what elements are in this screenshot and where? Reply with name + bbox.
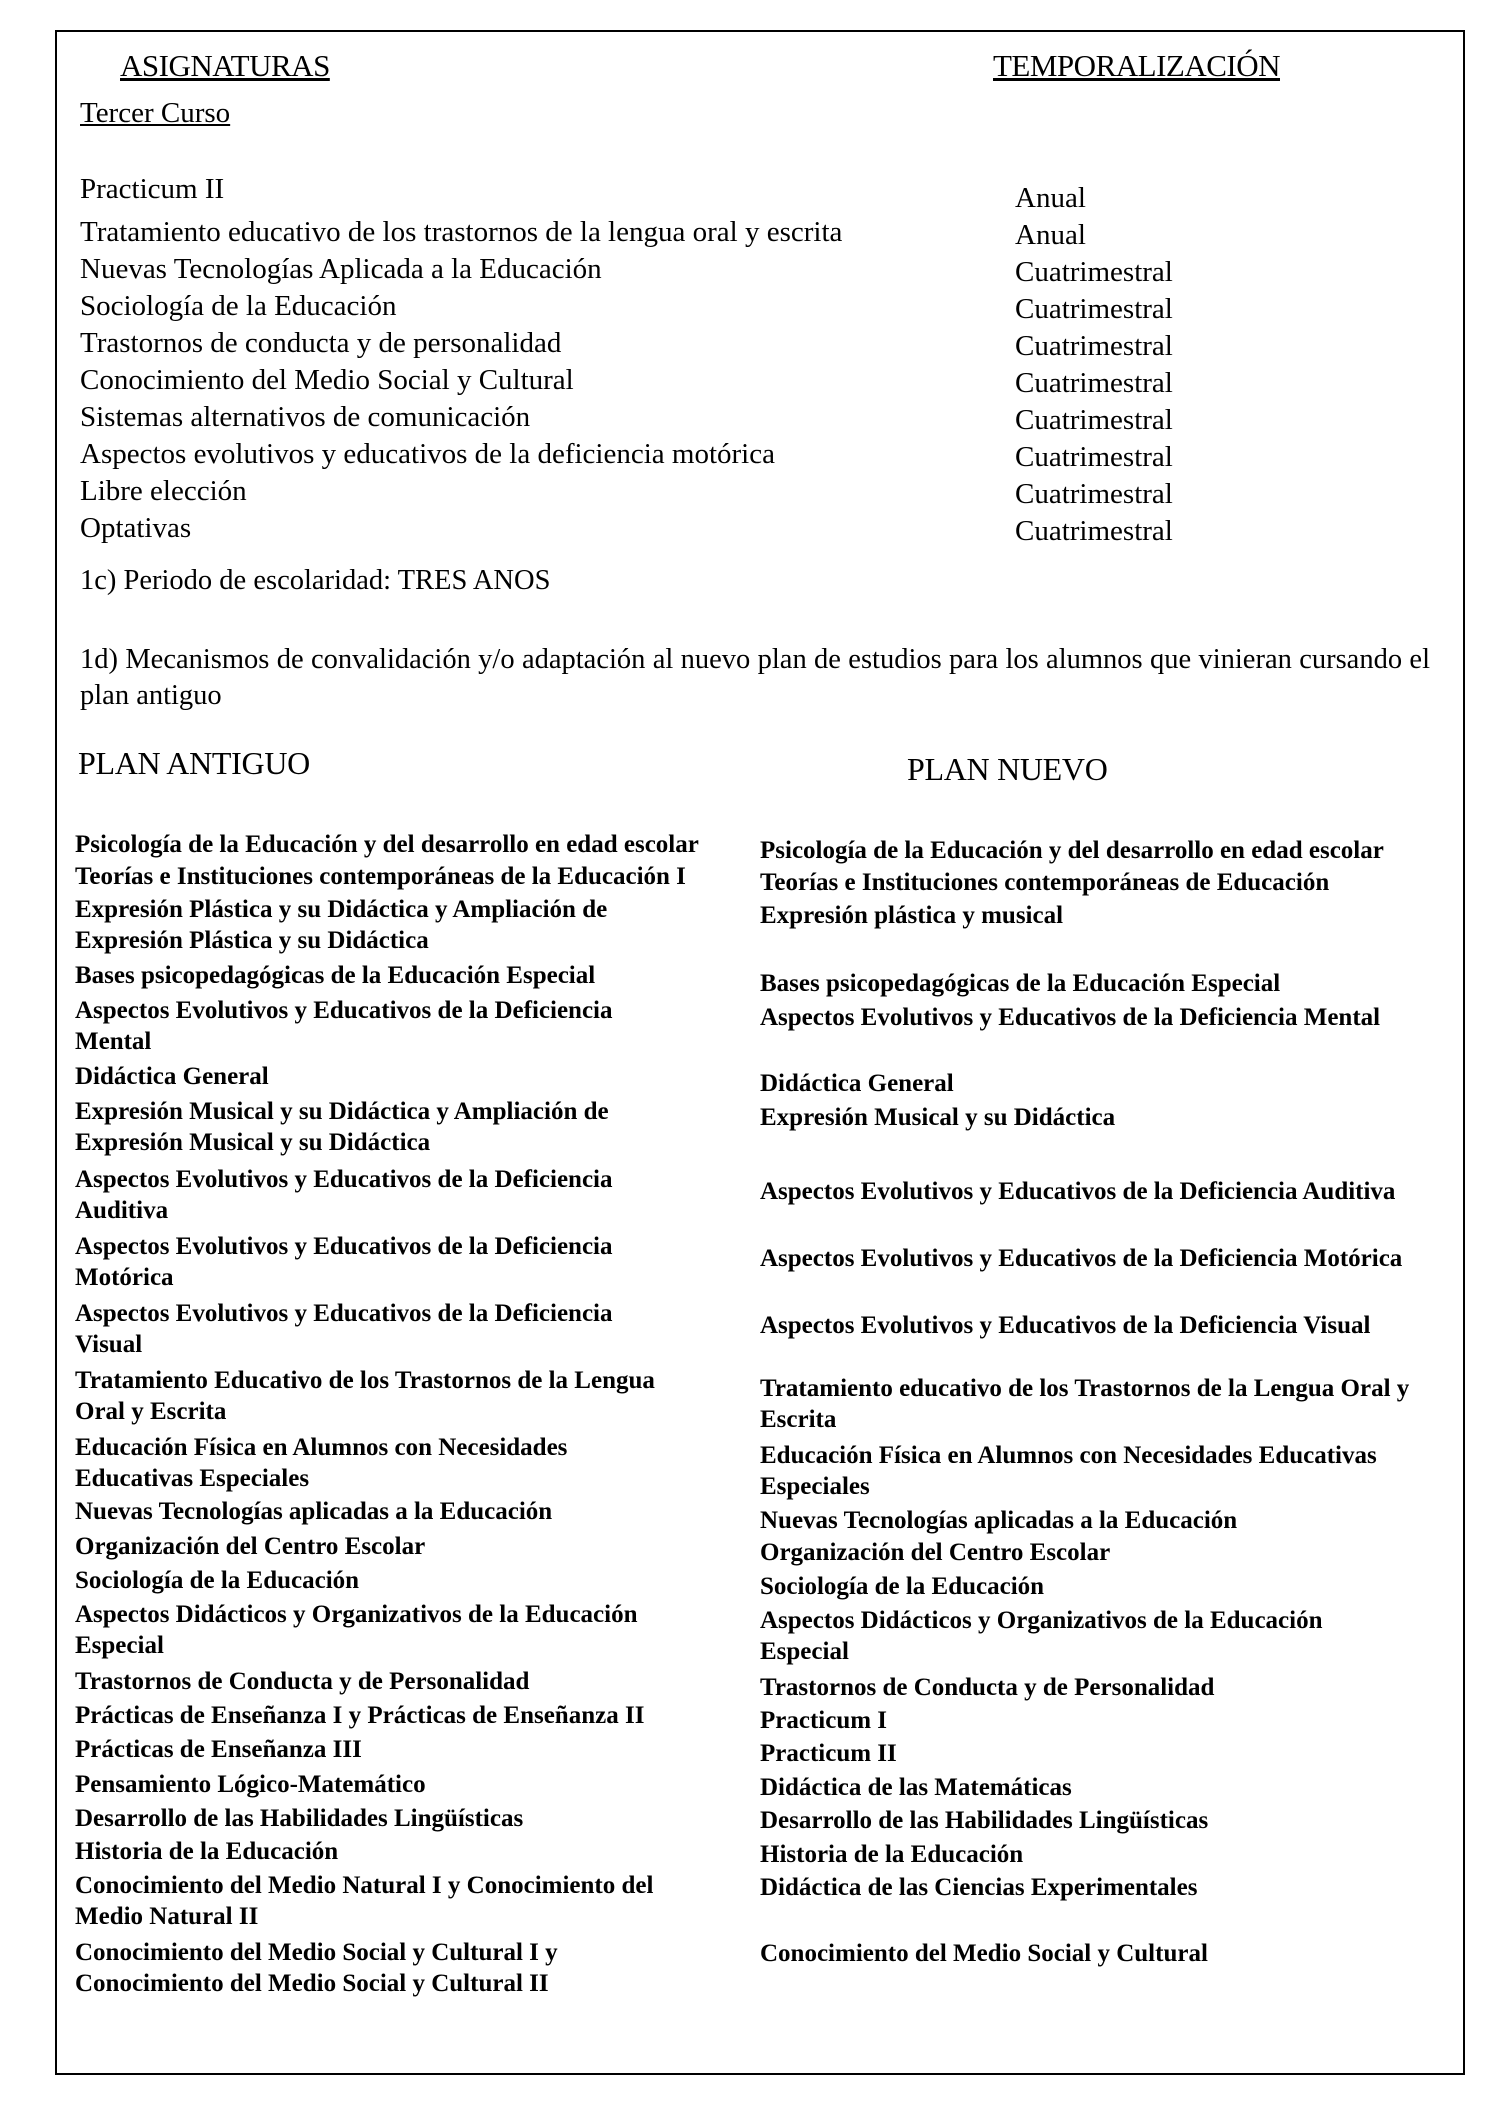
new-plan-item: Bases psicopedagógicas de la Educación Especial (760, 970, 1281, 997)
new-plan-item: Didáctica General (760, 1070, 954, 1097)
old-plan-item: Psicología de la Educación y del desarrollo en edad escolar (75, 831, 699, 858)
temporalizacion-heading: TEMPORALIZACIÓN (993, 48, 1280, 83)
old-plan-item: Pensamiento Lógico-Matemático (75, 1771, 426, 1798)
new-plan-item: Practicum II (760, 1740, 897, 1767)
new-plan-item: Tratamiento educativo de los Trastornos de la Lengua Oral y Escrita (760, 1375, 1410, 1433)
new-plan-item: Desarrollo de las Habilidades Lingüísticas (760, 1807, 1209, 1834)
old-plan-item: Aspectos Evolutivos y Educativos de la Deficiencia Mental (75, 997, 613, 1055)
old-plan-item: Nuevas Tecnologías aplicadas a la Educación (75, 1498, 553, 1525)
old-plan-item: Aspectos Evolutivos y Educativos de la Deficiencia Visual (75, 1300, 613, 1358)
old-plan-item: Tratamiento Educativo de los Trastornos de la Lengua Oral y Escrita (75, 1367, 655, 1425)
old-plan-item: Conocimiento del Medio Natural I y Conocimiento del Medio Natural II (75, 1872, 654, 1930)
convalidation-text: 1d) Mecanismos de convalidación y/o adaptación al nuevo plan de estudios para los alumnos que vinieran cursando el plan antiguo (80, 644, 1430, 711)
subject-name: Practicum II (80, 173, 225, 205)
schooling-period-text: 1c) Periodo de escolaridad: TRES ANOS (80, 565, 551, 596)
new-plan-item: Trastornos de Conducta y de Personalidad (760, 1674, 1215, 1701)
subject-name: Nuevas Tecnologías Aplicada a la Educación (80, 253, 602, 285)
new-plan-item: Didáctica de las Matemáticas (760, 1774, 1072, 1801)
new-plan-item: Historia de la Educación (760, 1841, 1024, 1868)
old-plan-item: Aspectos Evolutivos y Educativos de la Deficiencia Motórica (75, 1233, 613, 1291)
subject-name: Sistemas alternativos de comunicación (80, 401, 531, 433)
new-plan-item: Practicum I (760, 1707, 888, 1734)
old-plan-item: Aspectos Didácticos y Organizativos de la Educación Especial (75, 1601, 638, 1659)
old-plan-item: Desarrollo de las Habilidades Lingüísticas (75, 1805, 524, 1832)
old-plan-item: Organización del Centro Escolar (75, 1533, 426, 1560)
new-plan-item: Didáctica de las Ciencias Experimentales (760, 1874, 1198, 1901)
old-plan-item: Trastornos de Conducta y de Personalidad (75, 1668, 530, 1695)
new-plan-item: Teorías e Instituciones contemporáneas de Educación (760, 869, 1330, 896)
subject-name: Tratamiento educativo de los trastornos de la lengua oral y escrita (80, 216, 843, 248)
old-plan-item: Aspectos Evolutivos y Educativos de la Deficiencia Auditiva (75, 1166, 613, 1224)
subject-period: Cuatrimestral (1015, 367, 1173, 399)
old-plan-item: Expresión Musical y su Didáctica y Ampliación de Expresión Musical y su Didáctica (75, 1098, 609, 1156)
subject-period: Cuatrimestral (1015, 441, 1173, 473)
new-plan-item: Sociología de la Educación (760, 1573, 1045, 1600)
asignaturas-heading: ASIGNATURAS (120, 48, 330, 83)
new-plan-item: Expresión Musical y su Didáctica (760, 1104, 1116, 1131)
old-plan-item: Conocimiento del Medio Social y Cultural I y Conocimiento del Medio Social y Cultural II (75, 1939, 558, 1997)
new-plan-item: Nuevas Tecnologías aplicadas a la Educación (760, 1507, 1238, 1534)
old-plan-item: Bases psicopedagógicas de la Educación Especial (75, 962, 596, 989)
old-plan-item: Expresión Plástica y su Didáctica y Ampliación de Expresión Plástica y su Didáctica (75, 896, 608, 954)
subject-period: Cuatrimestral (1015, 256, 1173, 288)
old-plan-heading: PLAN ANTIGUO (78, 745, 310, 781)
subject-name: Sociología de la Educación (80, 290, 397, 322)
subject-name: Conocimiento del Medio Social y Cultural (80, 364, 574, 396)
subject-name: Trastornos de conducta y de personalidad (80, 327, 562, 359)
subject-period: Cuatrimestral (1015, 404, 1173, 436)
subject-name: Aspectos evolutivos y educativos de la deficiencia motórica (80, 438, 775, 470)
new-plan-item: Educación Física en Alumnos con Necesidades Educativas Especiales (760, 1442, 1377, 1500)
new-plan-item: Expresión plástica y musical (760, 902, 1064, 929)
subject-name: Libre elección (80, 475, 247, 507)
new-plan-item: Aspectos Didácticos y Organizativos de la Educación Especial (760, 1607, 1323, 1665)
new-plan-item: Conocimiento del Medio Social y Cultural (760, 1940, 1208, 1967)
subject-name: Optativas (80, 512, 192, 544)
old-plan-item: Teorías e Instituciones contemporáneas de la Educación I (75, 863, 686, 890)
new-plan-heading: PLAN NUEVO (907, 751, 1108, 787)
new-plan-item: Aspectos Evolutivos y Educativos de la Deficiencia Visual (760, 1312, 1371, 1339)
old-plan-item: Educación Física en Alumnos con Necesidades Educativas Especiales (75, 1434, 568, 1492)
old-plan-item: Prácticas de Enseñanza I y Prácticas de Enseñanza II (75, 1702, 645, 1729)
new-plan-item: Aspectos Evolutivos y Educativos de la Deficiencia Motórica (760, 1245, 1403, 1272)
subject-period: Cuatrimestral (1015, 478, 1173, 510)
new-plan-item: Psicología de la Educación y del desarrollo en edad escolar (760, 837, 1384, 864)
subject-period: Anual (1015, 219, 1086, 251)
old-plan-item: Historia de la Educación (75, 1838, 339, 1865)
subject-period: Cuatrimestral (1015, 293, 1173, 325)
new-plan-item: Organización del Centro Escolar (760, 1539, 1111, 1566)
subject-period: Cuatrimestral (1015, 515, 1173, 547)
subject-period: Cuatrimestral (1015, 330, 1173, 362)
course-heading: Tercer Curso (80, 97, 231, 129)
old-plan-item: Sociología de la Educación (75, 1567, 360, 1594)
old-plan-item: Didáctica General (75, 1063, 269, 1090)
old-plan-item: Prácticas de Enseñanza III (75, 1736, 362, 1763)
new-plan-item: Aspectos Evolutivos y Educativos de la Deficiencia Auditiva (760, 1178, 1396, 1205)
subject-period: Anual (1015, 182, 1086, 214)
new-plan-item: Aspectos Evolutivos y Educativos de la Deficiencia Mental (760, 1004, 1381, 1031)
